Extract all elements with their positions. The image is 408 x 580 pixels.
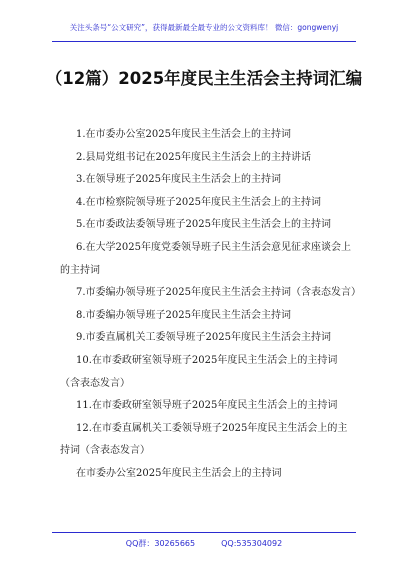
table-of-contents <box>60 124 361 486</box>
qq-group-text: QQ群：30265665 <box>125 539 196 548</box>
toc-item: 10.在市委政研室领导班子2025年度民主生活会上的主持词（含表态发言） <box>60 354 338 389</box>
document-title: （12篇）2025年度民主生活会主持词汇编 <box>45 69 363 89</box>
toc-item: 4.在市检察院领导班子2025年度民主生活会上的主持词 <box>76 196 321 208</box>
footer-divider <box>52 532 356 533</box>
toc-item: 8.市委编办领导班子2025年度民主生活会主持词 <box>76 309 291 321</box>
toc-item: 3.在领导班子2025年度民主生活会上的主持词 <box>76 174 281 186</box>
toc-item: 1.在市委办公室2025年度民主生活会上的主持词 <box>76 129 291 140</box>
toc-item: 6.在大学2025年度党委领导班子民主生活会意见征求座谈会上的主持词 <box>60 241 351 276</box>
header-divider <box>52 41 356 42</box>
toc-item: 11.在市委政研室领导班子2025年度民主生活会上的主持词 <box>76 400 338 412</box>
qq-text: QQ:535304092 <box>221 539 283 548</box>
body-heading: 在市委办公室2025年度民主生活会上的主持词 <box>76 467 282 479</box>
toc-item: 2.县局党组书记在2025年度民主生活会上的主持讲话 <box>76 151 311 163</box>
toc-item: 5.在市委政法委领导班子2025年度民主生活会上的主持词 <box>76 219 331 231</box>
header-note: 关注头条号“公文研究”，获得最新最全最专业的公文资料库！ 微信：gongwenyj <box>69 23 339 32</box>
toc-item: 7.市委编办领导班子2025年度民主生活会主持词（含表态发言） <box>76 287 361 299</box>
toc-item: 9.市委直属机关工委领导班子2025年度民主生活会主持词 <box>76 332 331 344</box>
footer <box>0 538 408 549</box>
toc-item: 12.在市委直属机关工委领导班子2025年度民主生活会上的主持词（含表态发言） <box>60 422 348 457</box>
